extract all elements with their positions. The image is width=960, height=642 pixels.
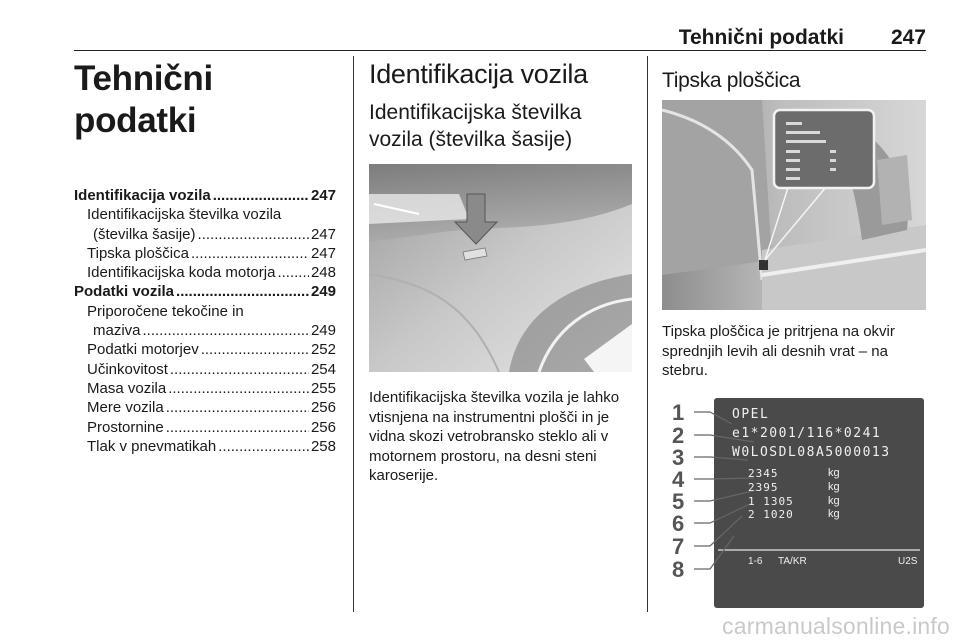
table-of-contents	[74, 186, 336, 456]
toc-leader-dots	[170, 360, 309, 379]
toc-entry-text: Identifikacija vozila	[74, 187, 211, 204]
toc-entry-text: Podatki vozila	[74, 283, 175, 301]
page-number: 247	[890, 26, 926, 49]
toc-entry-page: 256	[310, 418, 336, 436]
toc-entry[interactable]	[74, 244, 336, 263]
column-divider-1	[353, 56, 354, 612]
toc-leader-dots	[168, 379, 309, 398]
toc-entry-text: maziva	[93, 322, 141, 340]
toc-entry-text: Podatki motorjev	[87, 341, 199, 359]
toc-leader-dots	[143, 321, 309, 340]
plate-line: OPEL	[732, 407, 770, 422]
running-title: Tehnični podatki	[678, 26, 844, 49]
vin-subtitle	[369, 100, 632, 153]
toc-leader-dots	[191, 244, 309, 263]
toc-entry[interactable]	[74, 340, 336, 359]
plate-line: 2345	[748, 467, 779, 480]
toc-entry-text: Identifikacijska številka vozila	[87, 206, 282, 224]
toc-entry-page: 247	[310, 187, 336, 204]
callout-number: 4	[672, 467, 685, 492]
toc-entry-page: 252	[310, 341, 336, 359]
column-divider-2	[647, 56, 648, 612]
callout-number: 3	[672, 445, 685, 470]
plate-line: 1 1305	[748, 495, 794, 508]
toc-leader-dots	[213, 186, 309, 205]
type-plate-body-text: Tipska ploščica je pritrjena na okvir sprednjih levih ali desnih vrat – na stebru.	[662, 323, 895, 379]
toc-entry-text: Priporočene tekočine in	[87, 302, 244, 320]
type-plate-section	[662, 58, 926, 93]
callout-number: 6	[672, 511, 685, 536]
vin-body-text: Identifikacijska številka vozila je lahko vtisnjena na instrumentni plošči in je vidna skozi vetrobransko steklo ali v motornem prostoru, na desni steni karoserije.	[369, 389, 620, 484]
callout-number: 8	[672, 557, 685, 582]
toc-entry[interactable]	[74, 282, 336, 301]
toc-entry-text: Prostornine	[87, 418, 164, 436]
toc-entry[interactable]	[74, 398, 336, 417]
chapter-title: Tehnični podatki	[74, 59, 213, 140]
vin-location-photo	[369, 164, 632, 372]
toc-leader-dots	[166, 418, 309, 437]
toc-entry-page: 248	[310, 264, 336, 282]
plate-unit: kg	[828, 481, 840, 493]
toc-entry-page: 247	[310, 225, 336, 243]
toc-entry[interactable]	[74, 225, 336, 244]
toc-entry[interactable]	[74, 360, 336, 379]
toc-entry-page: 249	[310, 283, 336, 301]
toc-entry[interactable]	[74, 302, 336, 321]
plate-line: 2395	[748, 481, 779, 494]
plate-unit: kg	[828, 467, 840, 479]
toc-entry[interactable]	[74, 205, 336, 224]
toc-entry-page: 258	[310, 437, 336, 455]
plate-line: 2 1020	[748, 508, 794, 521]
toc-leader-dots	[176, 282, 309, 301]
toc-entry-page: 249	[310, 322, 336, 340]
callout-number: 7	[672, 534, 685, 559]
toc-leader-dots	[198, 225, 309, 244]
plate-footer-text: U2S	[898, 556, 918, 567]
callout-number: 5	[672, 489, 685, 514]
toc-entry-text: Mere vozila	[87, 399, 164, 417]
toc-entry[interactable]	[74, 437, 336, 456]
toc-entry-text: (številka šasije)	[93, 225, 196, 243]
watermark: carmanualsonline.info	[722, 613, 950, 639]
toc-entry-page: 254	[310, 360, 336, 378]
toc-entry-text: Masa vozila	[87, 379, 167, 397]
vin-subtitle-line-2: vozila (številka šasije)	[369, 127, 573, 151]
toc-entry-text: Identifikacijska koda motorja	[87, 264, 276, 282]
toc-leader-dots	[166, 398, 309, 417]
toc-entry[interactable]	[74, 321, 336, 340]
plate-footer-text: 1-6	[748, 556, 763, 567]
toc-entry[interactable]	[74, 263, 336, 282]
toc-entry-page: 255	[310, 379, 336, 397]
plate-unit: kg	[828, 495, 840, 507]
toc-entry[interactable]	[74, 379, 336, 398]
section-title: Identifikacija vozila	[369, 59, 588, 89]
toc-entry-text: Tlak v pnevmatikah	[87, 437, 217, 455]
plate-unit: kg	[828, 508, 840, 520]
type-plate-title: Tipska ploščica	[662, 69, 801, 92]
type-plate-zoom	[774, 110, 874, 188]
toc-leader-dots	[201, 340, 309, 359]
toc-entry-page: 256	[310, 399, 336, 417]
toc-entry[interactable]	[74, 418, 336, 437]
type-plate-marker	[759, 260, 768, 270]
plate-footer-text: TA/KR	[778, 556, 807, 567]
toc-entry[interactable]	[74, 186, 336, 205]
header-rule	[74, 50, 926, 51]
toc-leader-dots	[277, 263, 309, 282]
toc-entry-page: 247	[310, 244, 336, 262]
toc-entry-text: Tipska ploščica	[87, 244, 189, 262]
toc-entry-text: Učinkovitost	[87, 360, 168, 378]
vin-section	[369, 58, 632, 153]
plate-line: W0LOSDL08A5000013	[732, 445, 891, 460]
type-plate-location-photo	[662, 100, 926, 310]
toc-column	[74, 58, 336, 456]
vin-subtitle-line-1: Identifikacijska številka	[369, 101, 582, 125]
page-header	[74, 22, 926, 50]
type-plate-diagram	[662, 390, 926, 612]
plate-line: e1*2001/116*0241	[732, 426, 882, 441]
callout-number: 2	[672, 423, 685, 448]
callout-number: 1	[672, 400, 685, 425]
toc-leader-dots	[218, 437, 309, 456]
